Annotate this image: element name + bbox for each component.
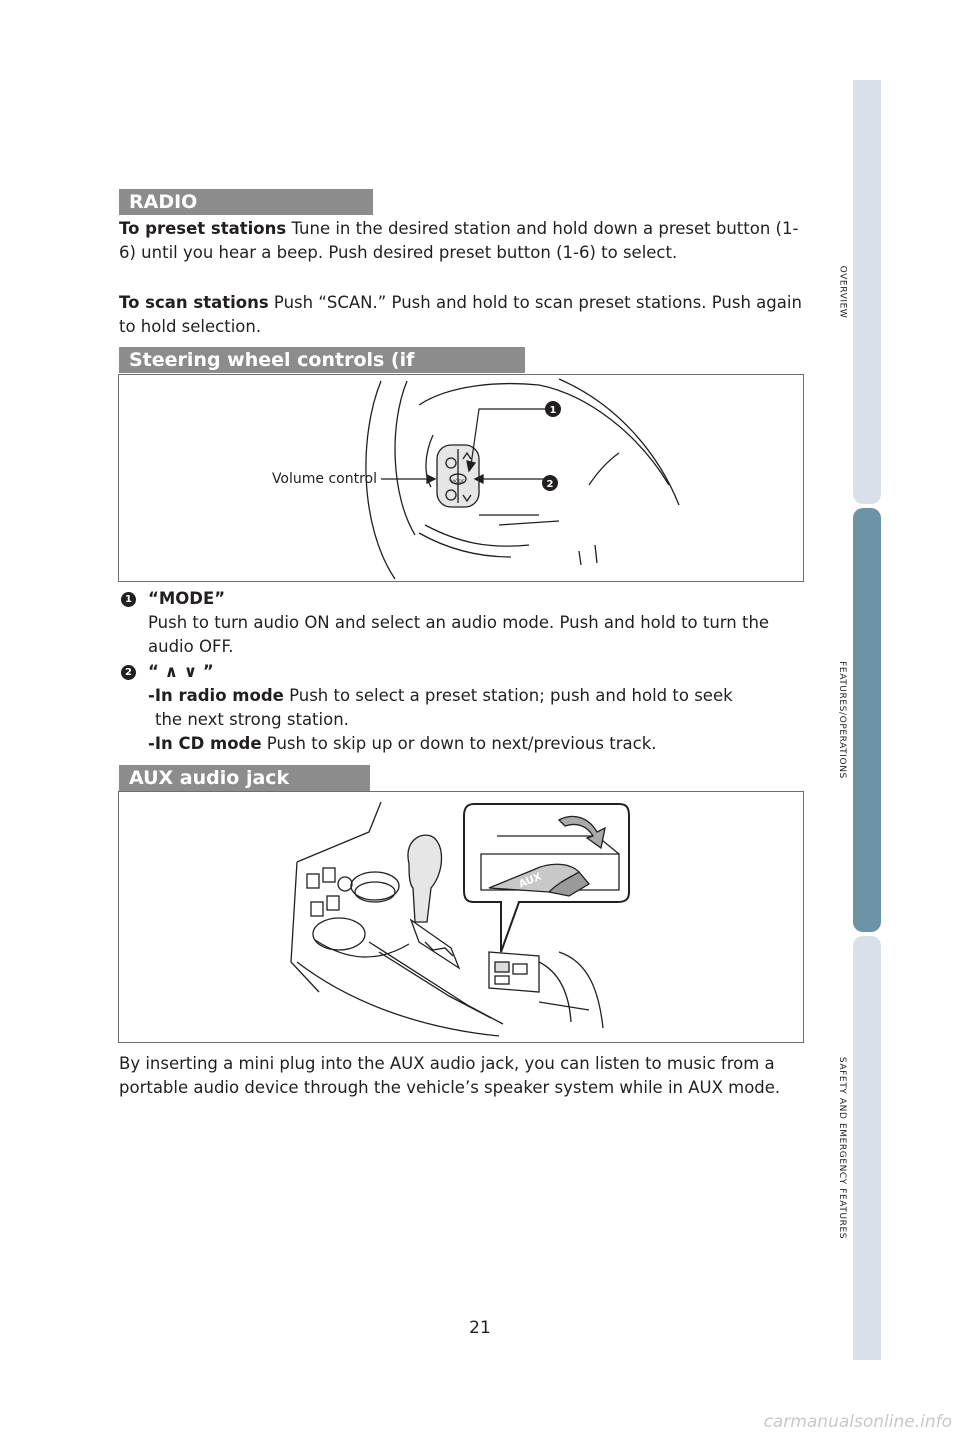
preset-label: To preset stations [119, 219, 287, 238]
steering-wheel-illustration [118, 374, 804, 582]
aux-cover-text: AUX [517, 871, 544, 891]
item-2-radio-mode: -In radio mode Push to select a preset station; push and hold to seek [148, 686, 733, 705]
radio-heading: RADIO [119, 189, 373, 215]
watermark: carmanualsonline.info [763, 1412, 952, 1432]
item-2-cd-mode: -In CD mode Push to skip up or down to next/previous track. [148, 734, 657, 753]
tab-safety-label[interactable]: SAFETY AND EMERGENCY FEATURES [837, 1056, 848, 1240]
tab-features-label[interactable]: FEATURES/OPERATIONS [837, 661, 847, 779]
item-1-description: Push to turn audio ON and select an audio mode. Push and hold to turn the audio OFF. [148, 613, 770, 656]
aux-description: By inserting a mini plug into the AUX audio jack, you can listen to music from a portable audio device through the vehicle’s speaker system while in AUX mode. [119, 1054, 781, 1097]
item-1-badge: 1 [121, 592, 136, 607]
tab-features-operations[interactable] [853, 508, 881, 932]
steering-wheel-drawing [119, 375, 805, 583]
item-2-title: “ ∧ ∨ ” [148, 662, 214, 681]
mode-button-text: MODE [451, 480, 465, 485]
aux-jack-illustration [118, 791, 804, 1043]
page-number: 21 [469, 1318, 491, 1338]
aux-console-drawing [119, 792, 805, 1044]
tab-safety-emergency[interactable] [853, 936, 881, 1360]
scan-text: Push “SCAN.” Push and hold to scan preset stations. Push again to hold selection. [119, 293, 802, 336]
item-2-badge: 2 [121, 665, 136, 680]
item-1-title: “MODE” [148, 589, 226, 608]
callout-1-number: 1 [549, 405, 557, 416]
callout-2-number: 2 [546, 479, 554, 490]
tab-overview[interactable] [853, 80, 881, 504]
radio-scan-paragraph [119, 291, 809, 339]
steering-heading: Steering wheel controls (if [119, 347, 525, 373]
tab-overview-label[interactable]: OVERVIEW [837, 265, 848, 319]
aux-heading: AUX audio jack [119, 765, 370, 791]
preset-text: Tune in the desired station and hold down a preset button (1-6) until you hear a beep. Push desired preset button (1-6) to select. [119, 219, 799, 262]
volume-control-label: Volume control [271, 471, 377, 487]
item-2-radio-mode-continued: the next strong station. [155, 710, 349, 729]
radio-preset-paragraph [119, 217, 809, 265]
scan-label: To scan stations [119, 293, 269, 312]
